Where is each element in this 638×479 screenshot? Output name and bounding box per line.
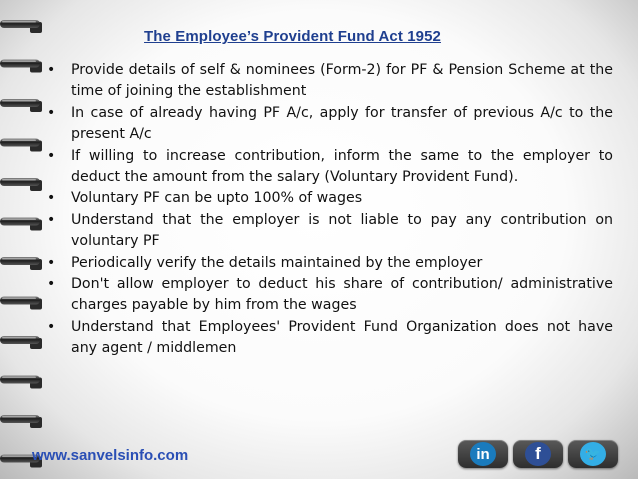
binder-ring-shine xyxy=(2,140,36,142)
bullet-dot: • xyxy=(47,211,56,228)
binder-ring-shine xyxy=(2,179,36,181)
twitter-icon: 🐦 xyxy=(580,442,606,466)
binder-ring-shine xyxy=(2,21,36,23)
list-item: • Understand that Employees' Provident Fund Organization does not have any agent / middlemen xyxy=(47,318,613,357)
website-link[interactable]: www.sanvelsinfo.com xyxy=(32,447,189,464)
social-buttons xyxy=(458,440,618,470)
bullet-dot: • xyxy=(47,147,56,164)
bullet-dot: • xyxy=(47,62,56,78)
binder-ring-shine xyxy=(2,258,36,260)
binder-ring-shine xyxy=(2,298,36,300)
binder-ring-shine xyxy=(2,456,36,458)
binder-ring-shine xyxy=(2,337,36,339)
bullet-dot: • xyxy=(47,190,56,207)
list-item: • Don't allow employer to deduct his share of contribution/ administrative charges payable by him from the wages xyxy=(47,276,613,314)
linkedin-button[interactable] xyxy=(458,440,508,468)
binder-ring-shine xyxy=(2,61,36,63)
twitter-button[interactable] xyxy=(568,440,618,468)
list-item: • Periodically verify the details maintained by the employer xyxy=(47,253,613,274)
binder-ring-shine xyxy=(2,219,36,221)
bullet-list xyxy=(47,60,613,360)
list-item: • If willing to increase contribution, inform the same to the employer to deduct the amount from the salary (Voluntary Provident Fund). xyxy=(47,147,613,186)
bullet-dot: • xyxy=(47,318,56,335)
bullet-dot: • xyxy=(47,276,56,293)
slide-title: The Employee’s Provident Fund Act 1952 xyxy=(144,28,441,45)
bullet-dot: • xyxy=(47,104,56,121)
bullet-dot: • xyxy=(47,254,56,271)
linkedin-icon: in xyxy=(470,442,496,466)
facebook-icon: f xyxy=(525,442,551,466)
list-item: • In case of already having PF A/c, apply for transfer of previous A/c to the present A/c xyxy=(47,104,613,143)
binder-ring-shine xyxy=(2,377,36,379)
list-item: • Understand that the employer is not liable to pay any contribution on voluntary PF xyxy=(47,211,613,250)
binder-ring-shine xyxy=(2,100,36,102)
list-item: • Voluntary PF can be upto 100% of wages xyxy=(47,188,613,209)
facebook-button[interactable] xyxy=(513,440,563,468)
list-item: • Provide details of self & nominees (Form-2) for PF & Pension Scheme at the time of joining the establishment xyxy=(47,62,613,100)
binder-ring-shine xyxy=(2,416,36,418)
